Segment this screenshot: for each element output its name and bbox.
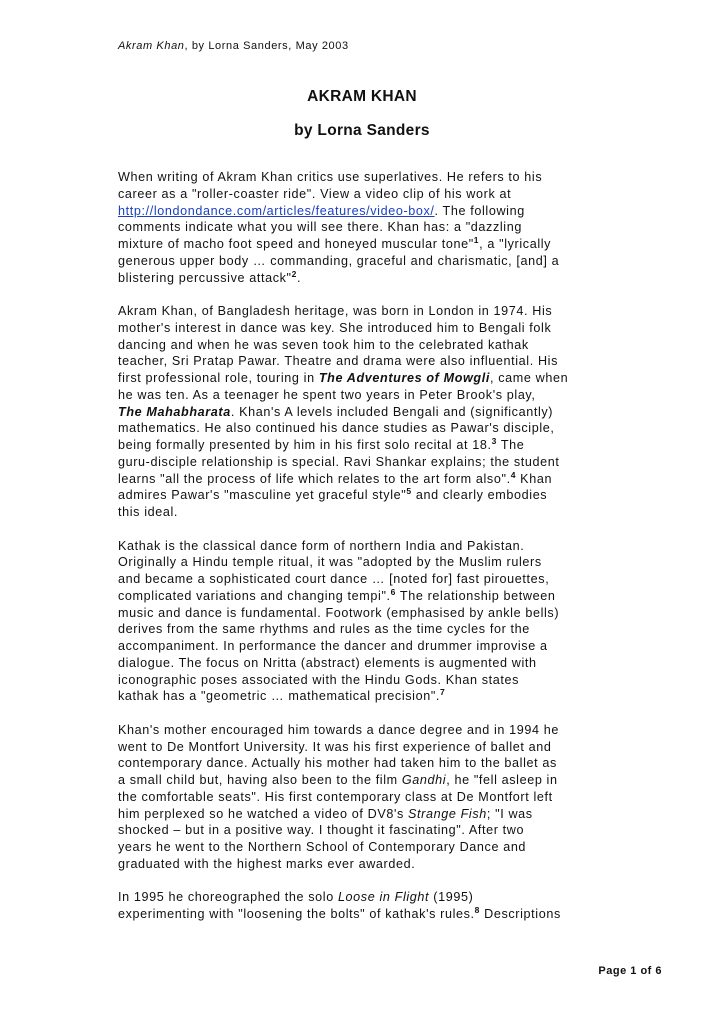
text-run: (1995) [429, 890, 474, 905]
footnote-ref[interactable]: 5 [406, 486, 412, 497]
text-line [118, 906, 568, 923]
text-run: dancing and when he was seven took him to the celebrated kathak [118, 337, 529, 352]
text-line [118, 320, 568, 337]
text-line [118, 554, 568, 571]
text-run: learns "all the process of life which relates to the art form also". [118, 471, 511, 486]
text-run: career as a "roller-coaster ride". View a video clip of his work at [118, 186, 512, 201]
text-run: first professional role, touring in [118, 371, 319, 385]
text-run: contemporary dance. Actually his mother had taken him to the ballet as [118, 756, 557, 771]
text-line [118, 538, 568, 555]
text-line [118, 621, 568, 638]
text-run: The relationship between [396, 588, 556, 603]
footnote-ref[interactable]: 4 [510, 469, 517, 480]
text-line [118, 822, 568, 839]
text-run: mathematics. He also continued his dance studies as Pawar's disciple, [118, 421, 555, 436]
text-run: generous upper body … commanding, graceful and charismatic, [and] a [118, 253, 560, 268]
footnote-ref[interactable]: 2 [291, 268, 298, 279]
text-run: When writing of Akram Khan critics use superlatives. He refers to his [118, 170, 543, 184]
text-run: Khan's mother encouraged him towards a dance degree and in 1994 he [118, 722, 559, 737]
text-run: Kathak is the classical dance form of northern India and Pakistan. [118, 538, 525, 553]
text-run: him perplexed so he watched a video of DV8's [118, 806, 409, 821]
header-byline: , by Lorna Sanders, May 2003 [184, 40, 349, 52]
text-line [118, 889, 568, 906]
footnote-ref[interactable]: 6 [390, 586, 397, 597]
text-run: ; "I was [486, 806, 533, 821]
text-line [118, 739, 568, 756]
text-line [118, 755, 568, 772]
text-line [118, 839, 568, 856]
paragraph [118, 169, 568, 286]
text-run: , came when [489, 371, 569, 385]
text-run: Descriptions [480, 907, 561, 921]
text-line [118, 856, 568, 873]
text-run: dialogue. The focus on Nritta (abstract) elements is augmented with [118, 655, 537, 670]
text-run: derives from the same rhythms and rules as the time cycles for the [118, 622, 530, 637]
document-title: AKRAM KHAN [307, 88, 417, 105]
text-run: Khan [516, 471, 553, 486]
text-run: Akram Khan, of Bangladesh heritage, was born in London in 1974. His [118, 304, 553, 318]
paragraph [118, 538, 568, 706]
text-run: The Adventures of Mowgli [318, 371, 490, 385]
text-run: experimenting with "loosening the bolts" of kathak's rules. [118, 907, 475, 921]
header-subject: Akram Khan [118, 40, 185, 52]
text-line [118, 672, 568, 689]
text-line [118, 404, 568, 421]
text-line [118, 504, 568, 521]
text-line [118, 169, 568, 186]
text-run: The [496, 438, 525, 452]
text-line [118, 571, 568, 588]
text-run: , he "fell asleep in [446, 773, 558, 787]
text-line [118, 655, 568, 672]
text-run: The Mahabharata [118, 404, 231, 419]
page-number: Page 1 of 6 [598, 965, 662, 977]
text-line [118, 370, 568, 387]
text-run: comments indicate what you will see there. Khan has: a "dazzling [118, 220, 522, 235]
text-line [118, 789, 568, 806]
text-run: teacher, Sri Pratap Pawar. Theatre and drama were also influential. His [118, 354, 558, 369]
text-run: Originally a Hindu temple ritual, it was "adopted by the Muslim rulers [118, 555, 542, 570]
text-run: music and dance is fundamental. Footwork (emphasised by ankle bells) [118, 605, 560, 620]
text-run: and clearly embodies [411, 488, 548, 503]
text-line [118, 420, 568, 437]
footnote-ref[interactable]: 8 [474, 905, 481, 915]
text-run: went to De Montfort University. It was his first experience of ballet and [118, 739, 552, 754]
document-body [118, 169, 568, 940]
text-line [118, 387, 568, 404]
text-line [118, 270, 568, 287]
text-run: the comfortable seats". His first contemporary class at De Montfort left [118, 789, 553, 804]
text-run: . [297, 270, 302, 285]
text-run: complicated variations and changing tempi". [118, 588, 391, 603]
footnote-ref[interactable]: 7 [440, 687, 446, 698]
text-run: admires Pawar's "masculine yet graceful style" [118, 488, 407, 503]
document-subtitle: by Lorna Sanders [294, 122, 430, 139]
text-line [118, 353, 568, 370]
text-line [118, 337, 568, 354]
text-line [118, 605, 568, 622]
text-line [118, 454, 568, 471]
text-run: mixture of macho foot speed and honeyed muscular tone" [118, 237, 474, 251]
text-line [118, 772, 568, 789]
text-run: iconographic poses associated with the Hindu Gods. Khan states [118, 672, 520, 687]
text-line [118, 688, 568, 705]
text-run: and became a sophisticated court dance … [noted for] fast pirouettes, [118, 572, 550, 586]
text-run: a small child but, having also been to the film [118, 773, 402, 787]
text-run: . The following [434, 203, 525, 218]
paragraph [118, 303, 568, 521]
text-line [118, 806, 568, 823]
text-line [118, 236, 568, 253]
paragraph [118, 889, 568, 923]
text-line [118, 203, 568, 220]
text-run: Gandhi [401, 773, 447, 787]
text-line [118, 471, 568, 488]
footnote-ref[interactable]: 1 [473, 235, 480, 245]
text-line [118, 303, 568, 320]
text-line [118, 437, 568, 454]
text-line [118, 253, 568, 270]
text-run: mother's interest in dance was key. She introduced him to Bengali folk [118, 320, 552, 335]
text-run: this ideal. [118, 505, 179, 519]
text-run: In 1995 he choreographed the solo [118, 890, 338, 905]
text-run: graduated with the highest marks ever awarded. [118, 856, 416, 871]
text-line [118, 487, 568, 504]
text-run: , a "lyrically [479, 237, 552, 251]
text-run: being formally presented by him in his first solo recital at 18. [118, 438, 492, 452]
text-line [118, 588, 568, 605]
text-run: shocked – but in a positive way. I thought it fascinating". After two [118, 823, 525, 838]
text-line [118, 186, 568, 203]
hyperlink[interactable]: http://londondance.com/articles/features/video-box/ [118, 203, 435, 218]
text-run: Strange Fish [408, 806, 487, 821]
text-run: kathak has a "geometric … mathematical precision". [118, 689, 441, 704]
text-run: he was ten. As a teenager he spent two years in Peter Brook's play, [118, 387, 536, 402]
text-line [118, 638, 568, 655]
running-header [118, 40, 349, 52]
text-run: guru-disciple relationship is special. Ravi Shankar explains; the student [118, 454, 560, 469]
text-run: Loose in Flight [337, 890, 430, 905]
text-run: years he went to the Northern School of Contemporary Dance and [118, 840, 527, 854]
text-run: . Khan's A levels included Bengali and (significantly) [230, 404, 554, 419]
paragraph [118, 722, 568, 873]
text-run: blistering percussive attack" [118, 270, 292, 285]
footnote-ref[interactable]: 3 [491, 436, 497, 446]
text-run: accompaniment. In performance the dancer and drummer improvise a [118, 639, 548, 653]
text-line [118, 219, 568, 236]
text-line [118, 722, 568, 739]
